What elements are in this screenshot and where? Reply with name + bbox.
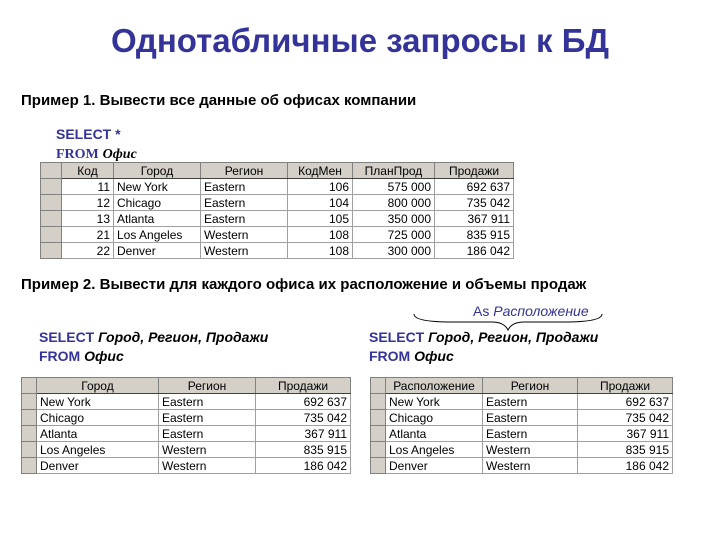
- row-selector[interactable]: [22, 426, 37, 442]
- table-cell[interactable]: New York: [114, 179, 201, 195]
- row-selector[interactable]: [41, 179, 62, 195]
- row-selector[interactable]: [371, 410, 386, 426]
- row-selector[interactable]: [41, 211, 62, 227]
- table-cell[interactable]: 12: [62, 195, 114, 211]
- table-cell[interactable]: Eastern: [201, 179, 288, 195]
- offices-location-table: [21, 377, 351, 474]
- table-row[interactable]: [22, 458, 351, 474]
- sql-select-columns: Город, Регион, Продажи: [98, 329, 269, 345]
- table-cell[interactable]: 835 915: [256, 442, 351, 458]
- row-selector-header[interactable]: [22, 378, 37, 394]
- table-cell[interactable]: Atlanta: [37, 426, 159, 442]
- table-row[interactable]: [371, 442, 673, 458]
- table-cell[interactable]: Eastern: [159, 394, 256, 410]
- table-cell[interactable]: 22: [62, 243, 114, 259]
- table-row[interactable]: [41, 179, 514, 195]
- table-cell[interactable]: 104: [288, 195, 353, 211]
- row-selector[interactable]: [41, 243, 62, 259]
- example1-sql: [56, 125, 137, 164]
- table-row[interactable]: [371, 458, 673, 474]
- offices-alias-table: [370, 377, 673, 474]
- table-cell[interactable]: 106: [288, 179, 353, 195]
- column-header[interactable]: Код: [62, 163, 114, 179]
- table-cell[interactable]: Eastern: [201, 195, 288, 211]
- table-cell[interactable]: New York: [386, 394, 483, 410]
- column-header[interactable]: Город: [114, 163, 201, 179]
- table-cell[interactable]: 186 042: [256, 458, 351, 474]
- row-selector-header[interactable]: [41, 163, 62, 179]
- table-cell[interactable]: Chicago: [386, 410, 483, 426]
- example2-right-sql: [369, 328, 598, 366]
- table-cell[interactable]: Denver: [114, 243, 201, 259]
- row-selector[interactable]: [22, 458, 37, 474]
- table-cell[interactable]: Chicago: [37, 410, 159, 426]
- table-cell[interactable]: 725 000: [353, 227, 435, 243]
- table-cell[interactable]: 692 637: [256, 394, 351, 410]
- table-cell[interactable]: 800 000: [353, 195, 435, 211]
- sql-from-keyword: FROM: [56, 147, 99, 162]
- table-cell[interactable]: 350 000: [353, 211, 435, 227]
- table-cell[interactable]: 21: [62, 227, 114, 243]
- table-cell[interactable]: 692 637: [578, 394, 673, 410]
- table-cell[interactable]: Los Angeles: [114, 227, 201, 243]
- example2-left-sql: [39, 328, 268, 366]
- column-header[interactable]: Продажи: [578, 378, 673, 394]
- table-cell[interactable]: Denver: [386, 458, 483, 474]
- table-row[interactable]: [22, 426, 351, 442]
- sql-from-table: Офис: [84, 348, 124, 364]
- table-cell[interactable]: 367 911: [578, 426, 673, 442]
- table-cell[interactable]: 367 911: [435, 211, 514, 227]
- table-row[interactable]: [371, 394, 673, 410]
- row-selector[interactable]: [371, 442, 386, 458]
- table-cell[interactable]: Eastern: [201, 211, 288, 227]
- example2-heading: Пример 2. Вывести для каждого офиса их расположение и объемы продаж: [21, 276, 587, 293]
- table-row[interactable]: [22, 442, 351, 458]
- sql-from-table: Офис: [102, 147, 137, 162]
- table-cell[interactable]: 300 000: [353, 243, 435, 259]
- table-cell[interactable]: Western: [483, 442, 578, 458]
- table-cell[interactable]: 367 911: [256, 426, 351, 442]
- sql-select-all: SELECT *: [56, 126, 121, 142]
- row-selector[interactable]: [22, 442, 37, 458]
- sql-select-keyword: SELECT: [39, 329, 95, 345]
- sql-from-keyword: FROM: [369, 348, 411, 364]
- table-cell[interactable]: Los Angeles: [37, 442, 159, 458]
- table-cell[interactable]: 835 915: [578, 442, 673, 458]
- table-cell[interactable]: 108: [288, 227, 353, 243]
- table-row[interactable]: [22, 410, 351, 426]
- row-selector[interactable]: [41, 195, 62, 211]
- table-cell[interactable]: Western: [201, 227, 288, 243]
- table-cell[interactable]: 735 042: [256, 410, 351, 426]
- alias-keyword: As: [473, 303, 490, 319]
- table-row[interactable]: [41, 227, 514, 243]
- table-cell[interactable]: Western: [201, 243, 288, 259]
- row-selector-header[interactable]: [371, 378, 386, 394]
- row-selector[interactable]: [22, 394, 37, 410]
- row-selector[interactable]: [371, 426, 386, 442]
- row-selector[interactable]: [371, 394, 386, 410]
- table-cell[interactable]: Eastern: [483, 426, 578, 442]
- table-cell[interactable]: 105: [288, 211, 353, 227]
- table-cell[interactable]: Los Angeles: [386, 442, 483, 458]
- row-selector[interactable]: [371, 458, 386, 474]
- column-header[interactable]: Регион: [159, 378, 256, 394]
- table-row[interactable]: [41, 211, 514, 227]
- table-cell[interactable]: 692 637: [435, 179, 514, 195]
- column-header[interactable]: Расположение: [386, 378, 483, 394]
- table-row[interactable]: [22, 394, 351, 410]
- table-cell[interactable]: Atlanta: [114, 211, 201, 227]
- table-cell[interactable]: 186 042: [435, 243, 514, 259]
- table-cell[interactable]: 108: [288, 243, 353, 259]
- table-cell[interactable]: 735 042: [435, 195, 514, 211]
- column-header[interactable]: Продажи: [435, 163, 514, 179]
- row-selector[interactable]: [41, 227, 62, 243]
- sql-from-keyword: FROM: [39, 348, 81, 364]
- table-cell[interactable]: Chicago: [114, 195, 201, 211]
- page-title: Однотабличные запросы к БД: [111, 22, 609, 59]
- column-header[interactable]: КодМен: [288, 163, 353, 179]
- column-header[interactable]: Регион: [483, 378, 578, 394]
- offices-full-table: [40, 162, 514, 259]
- table-cell[interactable]: Atlanta: [386, 426, 483, 442]
- table-cell[interactable]: Eastern: [483, 394, 578, 410]
- table-cell[interactable]: Western: [159, 458, 256, 474]
- table-cell[interactable]: Denver: [37, 458, 159, 474]
- table-cell[interactable]: Eastern: [159, 426, 256, 442]
- table-row[interactable]: [41, 243, 514, 259]
- sql-from-table: Офис: [414, 348, 454, 364]
- column-header[interactable]: Город: [37, 378, 159, 394]
- table-cell[interactable]: Western: [483, 458, 578, 474]
- table-cell[interactable]: New York: [37, 394, 159, 410]
- row-selector[interactable]: [22, 410, 37, 426]
- table-cell[interactable]: Eastern: [483, 410, 578, 426]
- column-header[interactable]: ПланПрод: [353, 163, 435, 179]
- table-cell[interactable]: 11: [62, 179, 114, 195]
- table-cell[interactable]: 13: [62, 211, 114, 227]
- column-header[interactable]: Регион: [201, 163, 288, 179]
- sql-select-keyword: SELECT: [369, 329, 425, 345]
- table-cell[interactable]: 575 000: [353, 179, 435, 195]
- column-header[interactable]: Продажи: [256, 378, 351, 394]
- table-cell[interactable]: Western: [159, 442, 256, 458]
- table-row[interactable]: [371, 410, 673, 426]
- sql-select-columns: Город, Регион, Продажи: [428, 329, 599, 345]
- example1-heading: Пример 1. Вывести все данные об офисах компании: [21, 92, 417, 109]
- table-cell[interactable]: 735 042: [578, 410, 673, 426]
- table-cell[interactable]: Eastern: [159, 410, 256, 426]
- table-row[interactable]: [371, 426, 673, 442]
- table-row[interactable]: [41, 195, 514, 211]
- table-cell[interactable]: 835 915: [435, 227, 514, 243]
- alias-name: Расположение: [493, 303, 589, 319]
- table-cell[interactable]: 186 042: [578, 458, 673, 474]
